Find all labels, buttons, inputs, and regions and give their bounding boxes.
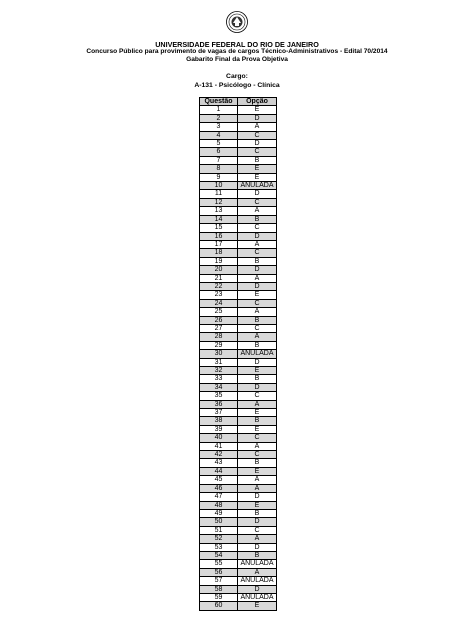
table-row bbox=[200, 173, 277, 181]
answer-option-cell: C bbox=[238, 148, 277, 156]
table-row bbox=[200, 535, 277, 543]
cargo-label: Cargo: bbox=[226, 73, 248, 80]
answer-option-cell: D bbox=[238, 383, 277, 391]
answer-key-table bbox=[199, 97, 277, 611]
answer-option-cell: E bbox=[238, 291, 277, 299]
answer-option-cell: B bbox=[238, 316, 277, 324]
question-number-cell: 15 bbox=[200, 224, 238, 232]
table-row bbox=[200, 568, 277, 576]
answer-option-cell: C bbox=[238, 299, 277, 307]
question-number-cell: 48 bbox=[200, 501, 238, 509]
question-number-cell: 24 bbox=[200, 299, 238, 307]
question-number-cell: 16 bbox=[200, 232, 238, 240]
table-row bbox=[200, 577, 277, 585]
answer-option-cell: D bbox=[238, 114, 277, 122]
table-row bbox=[200, 316, 277, 324]
table-row bbox=[200, 383, 277, 391]
university-seal-icon bbox=[226, 11, 248, 33]
answer-option-cell: D bbox=[238, 518, 277, 526]
question-number-cell: 10 bbox=[200, 182, 238, 190]
table-row bbox=[200, 392, 277, 400]
table-row bbox=[200, 299, 277, 307]
table-row bbox=[200, 190, 277, 198]
answer-option-cell: C bbox=[238, 131, 277, 139]
table-row bbox=[200, 156, 277, 164]
table-row bbox=[200, 182, 277, 190]
answer-option-cell: D bbox=[238, 543, 277, 551]
answer-option-cell: C bbox=[238, 249, 277, 257]
answer-option-cell: E bbox=[238, 467, 277, 475]
table-row bbox=[200, 551, 277, 559]
table-row bbox=[200, 367, 277, 375]
table-row bbox=[200, 341, 277, 349]
question-number-cell: 1 bbox=[200, 106, 238, 114]
answer-option-cell: B bbox=[238, 375, 277, 383]
question-number-cell: 60 bbox=[200, 602, 238, 610]
question-number-cell: 30 bbox=[200, 350, 238, 358]
table-row bbox=[200, 282, 277, 290]
answer-option-cell: E bbox=[238, 602, 277, 610]
table-row bbox=[200, 232, 277, 240]
question-number-cell: 18 bbox=[200, 249, 238, 257]
question-number-cell: 54 bbox=[200, 551, 238, 559]
answer-option-cell: B bbox=[238, 459, 277, 467]
table-row bbox=[200, 308, 277, 316]
answer-key-body bbox=[200, 106, 277, 610]
question-number-cell: 43 bbox=[200, 459, 238, 467]
answer-option-cell: D bbox=[238, 266, 277, 274]
question-number-cell: 59 bbox=[200, 593, 238, 601]
answer-option-cell: C bbox=[238, 451, 277, 459]
answer-option-cell: ANULADA bbox=[238, 577, 277, 585]
answer-option-cell: E bbox=[238, 425, 277, 433]
table-row bbox=[200, 442, 277, 450]
answer-option-cell: B bbox=[238, 509, 277, 517]
column-header-question: Questão bbox=[200, 98, 238, 106]
question-number-cell: 21 bbox=[200, 274, 238, 282]
answer-option-cell: E bbox=[238, 367, 277, 375]
table-row bbox=[200, 333, 277, 341]
question-number-cell: 14 bbox=[200, 215, 238, 223]
answer-option-cell: A bbox=[238, 400, 277, 408]
table-row bbox=[200, 434, 277, 442]
question-number-cell: 32 bbox=[200, 367, 238, 375]
question-number-cell: 45 bbox=[200, 476, 238, 484]
table-row bbox=[200, 198, 277, 206]
question-number-cell: 26 bbox=[200, 316, 238, 324]
question-number-cell: 9 bbox=[200, 173, 238, 181]
question-number-cell: 6 bbox=[200, 148, 238, 156]
answer-option-cell: D bbox=[238, 358, 277, 366]
university-title: UNIVERSIDADE FEDERAL DO RIO DE JANEIRO bbox=[155, 40, 319, 49]
answer-option-cell: A bbox=[238, 442, 277, 450]
question-number-cell: 3 bbox=[200, 123, 238, 131]
answer-option-cell: E bbox=[238, 165, 277, 173]
question-number-cell: 13 bbox=[200, 207, 238, 215]
question-number-cell: 31 bbox=[200, 358, 238, 366]
answer-option-cell: C bbox=[238, 224, 277, 232]
answer-option-cell: E bbox=[238, 501, 277, 509]
question-number-cell: 38 bbox=[200, 417, 238, 425]
question-number-cell: 34 bbox=[200, 383, 238, 391]
table-row bbox=[200, 400, 277, 408]
table-row bbox=[200, 526, 277, 534]
table-header-row bbox=[200, 98, 277, 106]
answer-option-cell: A bbox=[238, 240, 277, 248]
answer-option-cell: A bbox=[238, 535, 277, 543]
table-row bbox=[200, 106, 277, 114]
question-number-cell: 33 bbox=[200, 375, 238, 383]
table-row bbox=[200, 560, 277, 568]
table-row bbox=[200, 274, 277, 282]
answer-option-cell: D bbox=[238, 493, 277, 501]
answer-option-cell: B bbox=[238, 257, 277, 265]
question-number-cell: 2 bbox=[200, 114, 238, 122]
cargo-value: A-131 - Psicólogo - Clínica bbox=[194, 82, 280, 89]
question-number-cell: 56 bbox=[200, 568, 238, 576]
question-number-cell: 27 bbox=[200, 324, 238, 332]
answer-option-cell: A bbox=[238, 207, 277, 215]
answer-option-cell: B bbox=[238, 341, 277, 349]
question-number-cell: 55 bbox=[200, 560, 238, 568]
table-row bbox=[200, 165, 277, 173]
answer-option-cell: ANULADA bbox=[238, 182, 277, 190]
answer-option-cell: A bbox=[238, 476, 277, 484]
question-number-cell: 23 bbox=[200, 291, 238, 299]
question-number-cell: 4 bbox=[200, 131, 238, 139]
answer-option-cell: B bbox=[238, 551, 277, 559]
question-number-cell: 41 bbox=[200, 442, 238, 450]
table-row bbox=[200, 602, 277, 610]
table-row bbox=[200, 459, 277, 467]
table-row bbox=[200, 509, 277, 517]
question-number-cell: 44 bbox=[200, 467, 238, 475]
table-row bbox=[200, 585, 277, 593]
table-row bbox=[200, 501, 277, 509]
question-number-cell: 25 bbox=[200, 308, 238, 316]
answer-option-cell: B bbox=[238, 156, 277, 164]
answer-option-cell: C bbox=[238, 324, 277, 332]
table-row bbox=[200, 291, 277, 299]
answer-option-cell: ANULADA bbox=[238, 593, 277, 601]
answer-option-cell: A bbox=[238, 568, 277, 576]
answer-option-cell: E bbox=[238, 106, 277, 114]
question-number-cell: 28 bbox=[200, 333, 238, 341]
answer-option-cell: C bbox=[238, 198, 277, 206]
table-row bbox=[200, 224, 277, 232]
question-number-cell: 5 bbox=[200, 140, 238, 148]
question-number-cell: 46 bbox=[200, 484, 238, 492]
question-number-cell: 52 bbox=[200, 535, 238, 543]
question-number-cell: 37 bbox=[200, 409, 238, 417]
question-number-cell: 36 bbox=[200, 400, 238, 408]
question-number-cell: 29 bbox=[200, 341, 238, 349]
question-number-cell: 50 bbox=[200, 518, 238, 526]
table-row bbox=[200, 493, 277, 501]
table-row bbox=[200, 240, 277, 248]
table-row bbox=[200, 425, 277, 433]
table-row bbox=[200, 148, 277, 156]
table-row bbox=[200, 375, 277, 383]
answer-option-cell: A bbox=[238, 484, 277, 492]
answer-option-cell: ANULADA bbox=[238, 560, 277, 568]
answer-option-cell: D bbox=[238, 282, 277, 290]
table-row bbox=[200, 358, 277, 366]
question-number-cell: 49 bbox=[200, 509, 238, 517]
answer-option-cell: B bbox=[238, 417, 277, 425]
question-number-cell: 58 bbox=[200, 585, 238, 593]
table-row bbox=[200, 518, 277, 526]
question-number-cell: 17 bbox=[200, 240, 238, 248]
answer-option-cell: D bbox=[238, 190, 277, 198]
answer-option-cell: E bbox=[238, 173, 277, 181]
table-row bbox=[200, 350, 277, 358]
question-number-cell: 51 bbox=[200, 526, 238, 534]
question-number-cell: 57 bbox=[200, 577, 238, 585]
table-row bbox=[200, 266, 277, 274]
answer-option-cell: D bbox=[238, 585, 277, 593]
table-row bbox=[200, 257, 277, 265]
table-row bbox=[200, 123, 277, 131]
answer-option-cell: A bbox=[238, 123, 277, 131]
table-row bbox=[200, 417, 277, 425]
table-row bbox=[200, 476, 277, 484]
question-number-cell: 8 bbox=[200, 165, 238, 173]
question-number-cell: 35 bbox=[200, 392, 238, 400]
answer-option-cell: D bbox=[238, 232, 277, 240]
answer-key-subtitle: Gabarito Final da Prova Objetiva bbox=[186, 56, 288, 63]
answer-option-cell: A bbox=[238, 333, 277, 341]
table-row bbox=[200, 484, 277, 492]
question-number-cell: 22 bbox=[200, 282, 238, 290]
answer-option-cell: C bbox=[238, 392, 277, 400]
question-number-cell: 47 bbox=[200, 493, 238, 501]
answer-option-cell: A bbox=[238, 274, 277, 282]
table-row bbox=[200, 451, 277, 459]
question-number-cell: 12 bbox=[200, 198, 238, 206]
question-number-cell: 19 bbox=[200, 257, 238, 265]
table-row bbox=[200, 249, 277, 257]
question-number-cell: 7 bbox=[200, 156, 238, 164]
table-row bbox=[200, 131, 277, 139]
table-row bbox=[200, 409, 277, 417]
table-row bbox=[200, 114, 277, 122]
column-header-option: Opção bbox=[238, 98, 277, 106]
table-row bbox=[200, 140, 277, 148]
table-row bbox=[200, 207, 277, 215]
answer-option-cell: E bbox=[238, 409, 277, 417]
question-number-cell: 40 bbox=[200, 434, 238, 442]
question-number-cell: 20 bbox=[200, 266, 238, 274]
answer-option-cell: D bbox=[238, 140, 277, 148]
contest-title: Concurso Público para provimento de vagas de cargos Técnico-Administrativos - Edital 70/2014 bbox=[86, 48, 388, 55]
answer-option-cell: C bbox=[238, 434, 277, 442]
table-row bbox=[200, 324, 277, 332]
answer-option-cell: C bbox=[238, 526, 277, 534]
question-number-cell: 42 bbox=[200, 451, 238, 459]
table-row bbox=[200, 543, 277, 551]
answer-option-cell: A bbox=[238, 308, 277, 316]
question-number-cell: 39 bbox=[200, 425, 238, 433]
table-row bbox=[200, 467, 277, 475]
question-number-cell: 11 bbox=[200, 190, 238, 198]
table-row bbox=[200, 593, 277, 601]
answer-option-cell: ANULADA bbox=[238, 350, 277, 358]
question-number-cell: 53 bbox=[200, 543, 238, 551]
table-row bbox=[200, 215, 277, 223]
answer-option-cell: B bbox=[238, 215, 277, 223]
